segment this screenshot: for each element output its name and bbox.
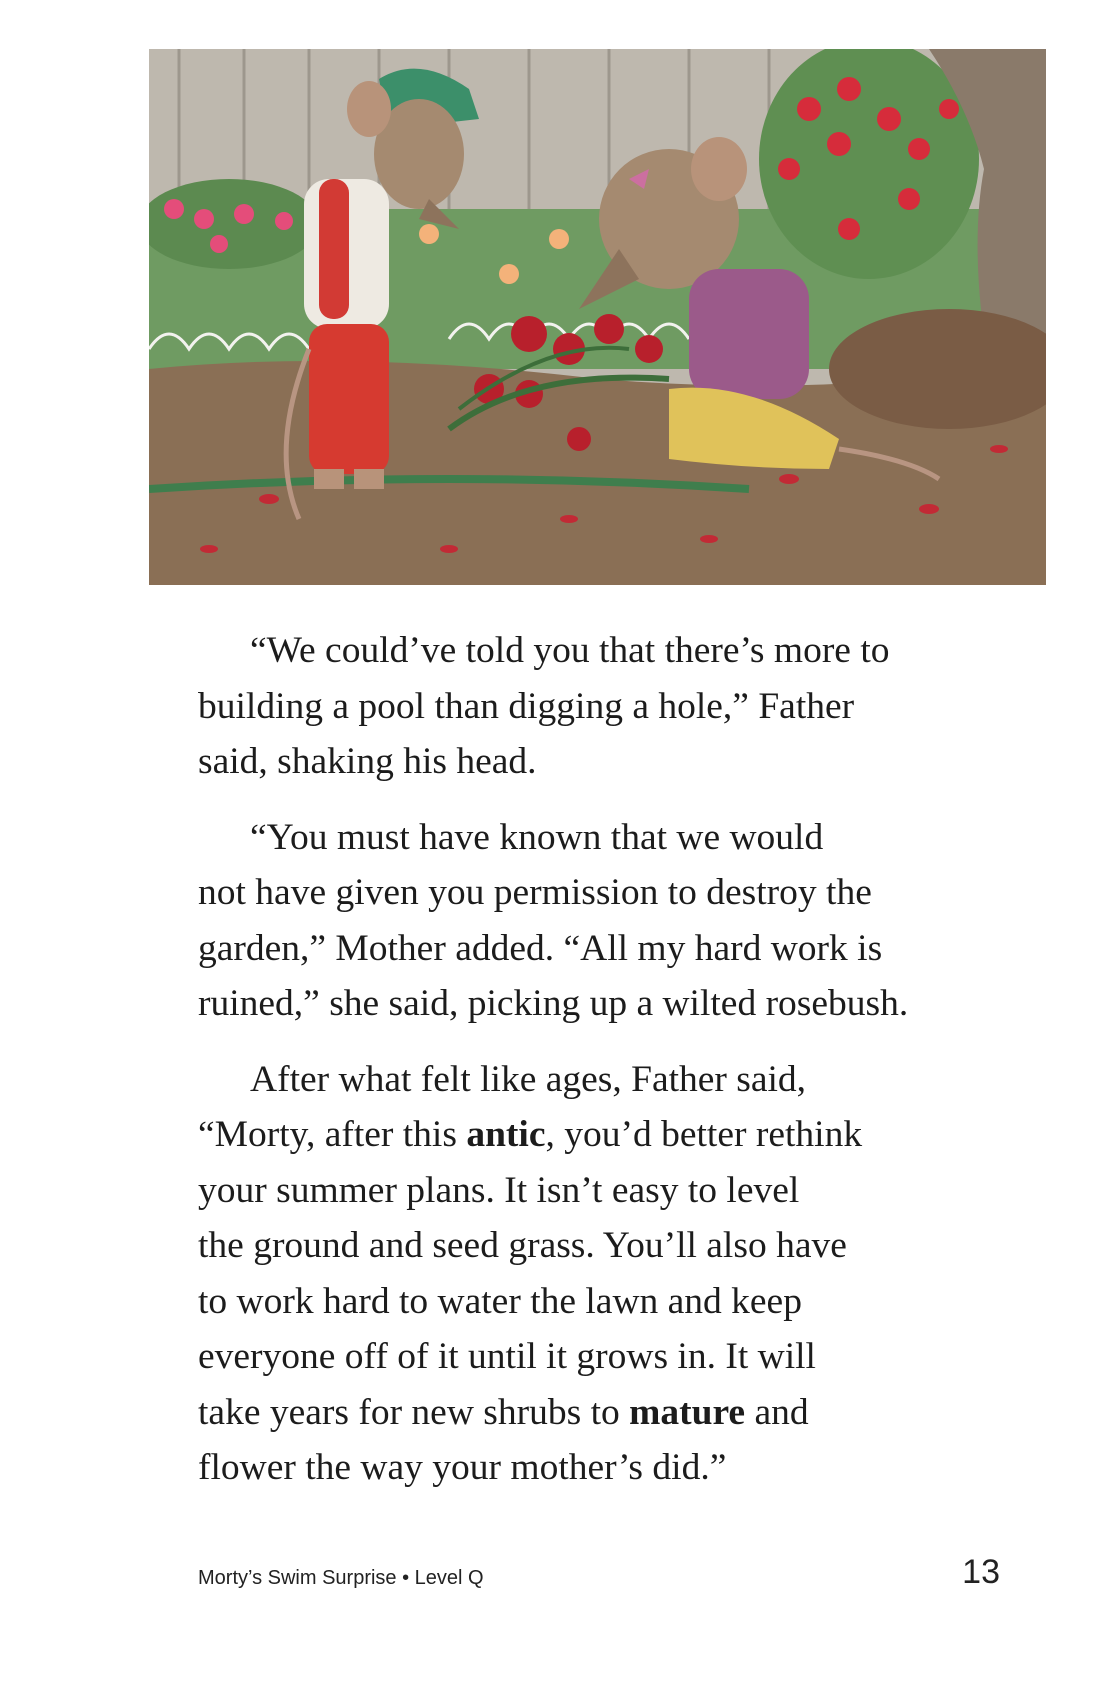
text-line: to work hard to water the lawn and keep bbox=[198, 1280, 802, 1322]
text-line: said, shaking his head. bbox=[198, 741, 537, 782]
text-segment: take years for new shrubs to bbox=[198, 1391, 630, 1433]
paragraph-mother-garden bbox=[198, 810, 998, 1032]
text-line: not have given you permission to destroy the bbox=[198, 872, 872, 913]
text-line: ruined,” she said, picking up a wilted rosebush. bbox=[198, 983, 909, 1024]
text-line: After what felt like ages, Father said, bbox=[250, 1058, 807, 1100]
text-line bbox=[198, 1107, 998, 1163]
vocabulary-word-mature: mature bbox=[629, 1391, 746, 1433]
vocabulary-word-antic: antic bbox=[466, 1114, 546, 1155]
text-line bbox=[198, 1385, 998, 1441]
text-line: “You must have known that we would bbox=[250, 816, 824, 858]
story-illustration bbox=[149, 49, 1046, 585]
garden-scene-image bbox=[149, 49, 1046, 585]
text-line: the ground and seed grass. You’ll also have bbox=[198, 1225, 847, 1266]
book-title: Morty’s Swim Surprise • Level Q bbox=[198, 1567, 484, 1589]
page-number: 13 bbox=[962, 1553, 1000, 1591]
text-segment: “Morty, after this bbox=[198, 1114, 467, 1155]
text-segment: , you’d better rethink bbox=[545, 1114, 863, 1155]
paragraph-father-plans bbox=[198, 1052, 998, 1496]
paragraph-father-pool bbox=[198, 623, 998, 790]
text-segment: and bbox=[745, 1391, 809, 1433]
story-text bbox=[198, 623, 998, 1516]
text-line: garden,” Mother added. “All my hard work is bbox=[198, 927, 883, 969]
text-line: everyone off of it until it grows in. It will bbox=[198, 1336, 816, 1377]
text-line: “We could’ve told you that there’s more to bbox=[250, 630, 890, 671]
text-line: your summer plans. It isn’t easy to level bbox=[198, 1169, 800, 1211]
text-line: building a pool than digging a hole,” Father bbox=[198, 685, 855, 727]
page-footer bbox=[198, 1553, 1000, 1593]
text-line: flower the way your mother’s did.” bbox=[198, 1447, 727, 1488]
